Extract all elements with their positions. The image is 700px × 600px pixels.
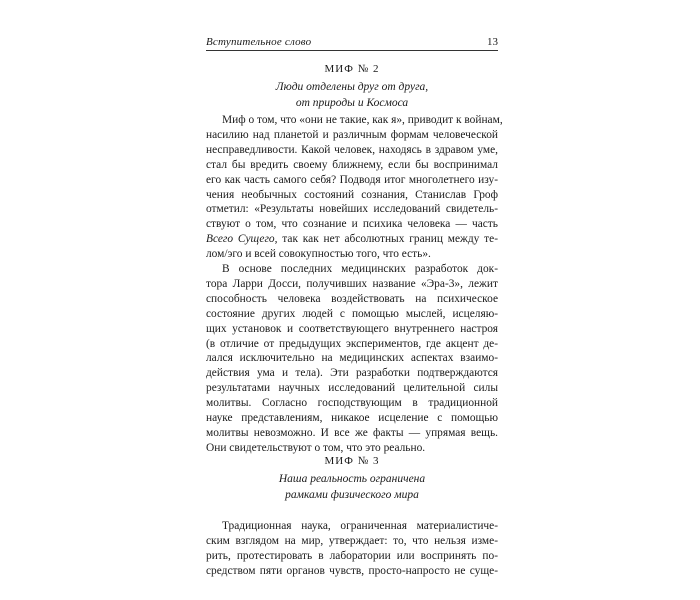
text-line: результатами научных исследований целительной силы	[206, 382, 498, 395]
myth-3-subtitle-line: Наша реальность ограничена	[278, 473, 426, 485]
text-line	[206, 232, 498, 247]
text-line: ским взглядом на мир, утверждает: то, что нельзя изме-	[206, 534, 498, 547]
text-line: рить, протестировать в лаборатории или воспринять по-	[206, 549, 498, 562]
text-line: Традиционная наука, ограниченная материалистиче-	[222, 520, 498, 532]
book-page	[206, 0, 503, 600]
page-number: 13	[487, 36, 498, 48]
myth-2-section	[206, 62, 498, 111]
text-line: состояние других людей с помощью мыслей, исцеляю-	[206, 307, 498, 320]
text-line: молитвы невозможно. И все же факты — упрямая вещь.	[206, 426, 498, 439]
myth-2-subtitle	[206, 80, 498, 111]
text-line: средством пяти органов чувств, просто-напросто не суще-	[206, 564, 498, 577]
myth-2-subtitle-line: Люди отделены друг от друга,	[275, 81, 429, 93]
text-line: Они свидетельствуют о том, что это реально.	[206, 441, 426, 454]
text-line: Миф о том, что «они не такие, как я», приводит к войнам,	[222, 114, 503, 126]
text-line: лался исключительно на медицинских аспектах взаимо-	[206, 352, 498, 365]
text-line: действия ума и тела). Эти разработки подтверждаются	[206, 367, 498, 380]
text-line: В основе последних медицинских разработок док-	[222, 263, 498, 275]
myth-3-section	[206, 454, 498, 503]
text-line: его как часть самого себя? Подводя итог многолетнего изу-	[206, 173, 498, 186]
text-line: ствуют о том, что сознание и психика человека — часть	[206, 218, 498, 231]
text-line: стал бы вредить своему ближнему, если бы воспринимал	[206, 158, 498, 171]
header-rule	[206, 50, 498, 51]
myth-2-subtitle-line: от природы и Космоса	[295, 96, 409, 109]
myth-2-heading: МИФ № 2	[324, 63, 380, 75]
myth-2-paragraph-2	[206, 262, 498, 456]
text-line-rest: так как нет абсолютных границ между те-	[282, 233, 498, 246]
text-line: науке представлениям, никакое исцеление с помощью	[206, 412, 498, 425]
text-line: лом/эго и всей совокупностью того, что есть».	[206, 248, 431, 261]
myth-3-heading: МИФ № 3	[324, 455, 380, 467]
text-line: тора Ларри Досси, получивших название «Эра-3», лежит	[206, 277, 498, 290]
text-line: способность человека воздействовать на психическое	[206, 292, 498, 305]
text-line: (в отличие от предыдущих экспериментов, где акцент де-	[206, 337, 498, 350]
myth-3-subtitle-line: рамками физического мира	[285, 488, 419, 501]
myth-3-paragraph-1	[206, 519, 498, 579]
text-line: несправедливости. Какой человек, находясь в здравом уме,	[206, 143, 498, 156]
text-line: молитвы. Согласно господствующим в традиционной	[206, 397, 498, 410]
myth-2-paragraph-1	[206, 113, 503, 262]
myth-3-subtitle	[206, 472, 498, 503]
text-line: насилию над планетой и различным формам человеческой	[206, 128, 498, 141]
text-line: щих установок и соответствующего внутреннего настроя	[206, 322, 498, 335]
running-head-title: Вступительное слово	[206, 36, 312, 48]
text-line: отметил: «Результаты новейших исследований свидетель-	[206, 203, 498, 216]
text-line: чения необычных состояний сознания, Станислав Гроф	[206, 188, 498, 201]
italic-phrase: Всего Сущего,	[206, 233, 278, 246]
